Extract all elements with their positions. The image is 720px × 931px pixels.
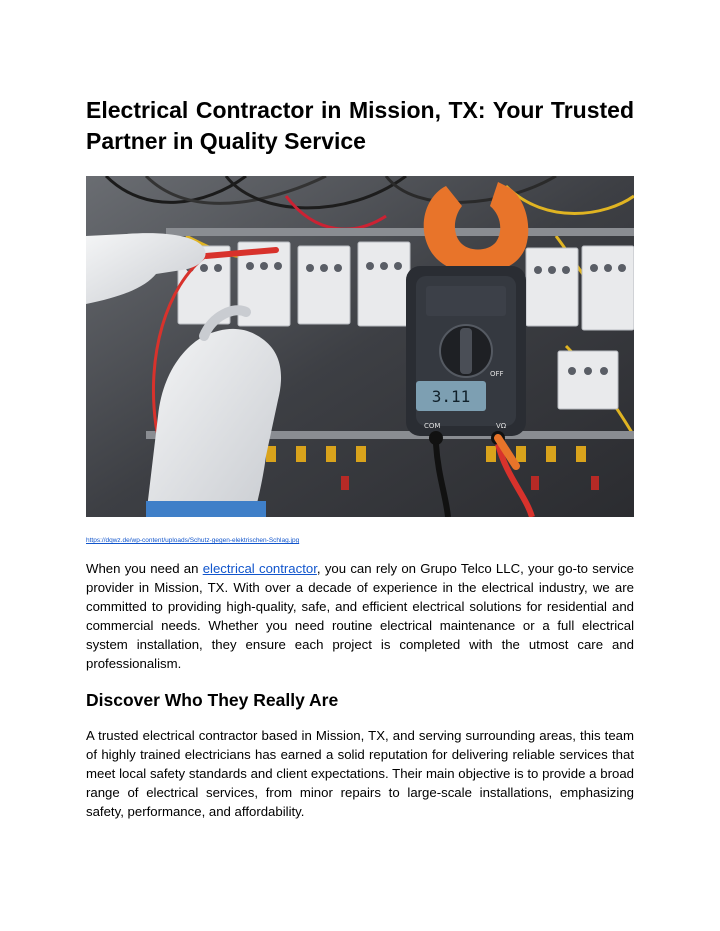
meter-com-label: COM <box>424 422 441 430</box>
intro-text-end: , you can rely on Grupo Telco LLC, your go-to service provider in Mission, TX. With over a decade of experience in the electrical industry, we are committed to providing high-quality, safe, and efficient electrical solutions for residential and commercial needs. Whether you need routine electrical maintenance or a full electrical system installation, they ensure each project is completed with the utmost care and professionalism. <box>86 561 635 671</box>
meter-volt-label: VΩ <box>496 422 507 430</box>
intro-paragraph <box>86 559 634 673</box>
section-paragraph: A trusted electrical contractor based in Mission, TX, and serving surrounding areas, this team of highly trained electricians has earned a solid reputation for delivering reliable services that meet local safety standards and client expectations. Their main objective is to provide a broad range of electrical services, from minor repairs to large-scale installations, emphasizing safety, performance, and affordability. <box>86 728 634 819</box>
image-source-link[interactable]: https://dqwz.de/wp-content/uploads/Schutz-gegen-elektrischen-Schlag.jpg <box>86 537 300 544</box>
meter-display-text: 3.11 <box>431 387 471 406</box>
page-title: Electrical Contractor in Mission, TX: Your Trusted Partner in Quality Service <box>86 97 634 154</box>
electrician-photo <box>86 176 634 517</box>
intro-text-start: When you need an <box>86 561 203 576</box>
meter-off-label: OFF <box>490 370 504 378</box>
section-heading: Discover Who They Really Are <box>86 690 339 710</box>
electrical-contractor-link[interactable]: electrical contractor <box>202 561 317 576</box>
